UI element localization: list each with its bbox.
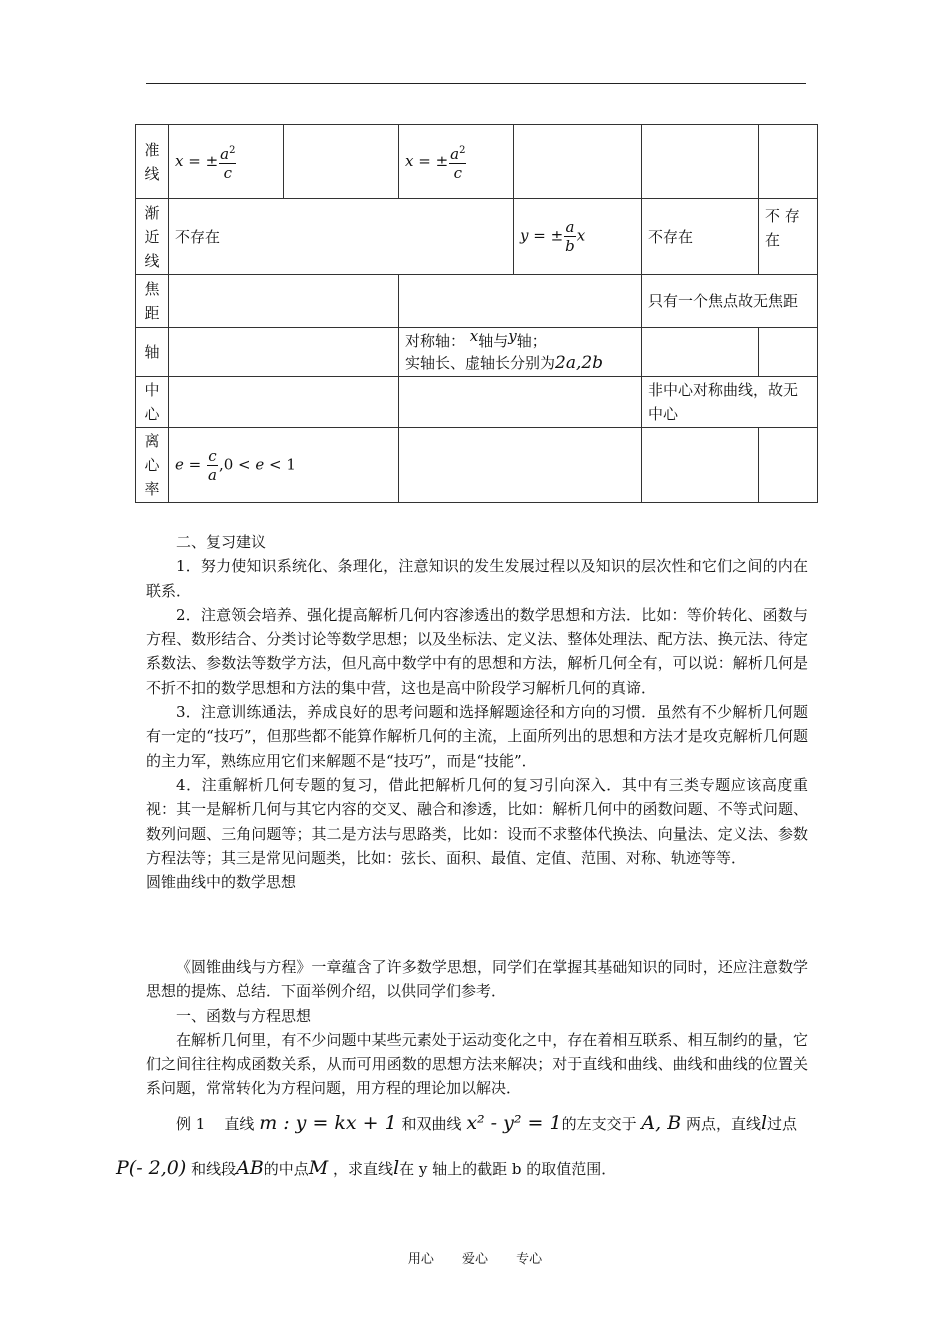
center-note: 非中心对称曲线，故无中心 — [642, 377, 818, 428]
paragraph-3: 3．注意训练通法，养成良好的思考问题和选择解题途径和方向的习惯．虽然有不少解析几何题有一定的“技巧”，但那些都不能算作解析几何的主流，上面所列出的思想和方法才是攻克解析几何题的主力军，熟练应用它们来解题不是“技巧”，而是“技能”． — [146, 703, 808, 770]
paragraph-4: 4．注重解析几何专题的复习，借此把解析几何的复习引向深入．其中有三类专题应该高度重视：其一是解析几何与其它内容的交叉、融合和渗透，比如：解析几何中的函数问题、不等式问题、数列问题、三角问题等；其二是方法与思路类，比如：设而不求整体代换法、向量法、定义法、参数方程法等；其三是常见问题类，比如：弦长、面积、最值、定值、范围、对称、轨迹等等． — [146, 775, 808, 867]
row-label-directrix: 准 线 — [136, 125, 169, 199]
asymptote-none-2: 不存在 — [642, 199, 759, 275]
asymptote-none-3: 不 存 在 — [759, 199, 818, 275]
article-body — [116, 955, 808, 1191]
table-row-axis — [136, 328, 818, 377]
footer-text-1: 用心 — [407, 1252, 434, 1267]
directrix-formula-2: x = ± $\frac{a^2}{c}$ — [399, 125, 514, 199]
footer-text-2: 爱心 — [461, 1252, 488, 1267]
table-row-eccentricity — [136, 428, 818, 503]
axis-description: 对称轴： x轴与y轴； 实轴长、虚轴长分别为2a,2b — [399, 328, 642, 377]
paragraph-2: 2．注意领会培养、强化提高解析几何内容渗透出的数学思想和方法．比如：等价转化、函数与方程、数形结合、分类讨论等数学思想；以及坐标法、定义法、整体处理法、配方法、换元法、待定系数法、参数法等数学方法，但凡高中数学中有的思想和方法，解析几何全有，可以说：解析几何是不折不扣的数学思想和方法的集中营，这也是高中阶段学习解析几何的真谛． — [146, 605, 808, 697]
article-title: 圆锥曲线中的数学思想 — [146, 873, 297, 892]
conic-comparison-table — [135, 124, 818, 503]
row-label-axis: 轴 — [136, 328, 169, 377]
focal-note: 只有一个焦点故无焦距 — [642, 275, 818, 328]
table-row-asymptote — [136, 199, 818, 275]
table-row-directrix — [136, 125, 818, 199]
header-rule — [146, 83, 806, 84]
paragraph-1: 1．努力使知识系统化、条理化，注意知识的发生发展过程以及知识的层次性和它们之间的内在联系． — [146, 557, 808, 600]
asymptote-formula: y = ± $\frac{a}{b}$ x — [514, 199, 642, 275]
sub-title: 一、函数与方程思想 — [176, 1006, 312, 1025]
eccentricity-formula: e = $\frac{c}{a}$ ,0 < e < 1 — [169, 428, 399, 503]
row-label-eccentricity: 离 心 率 — [136, 428, 169, 503]
row-label-asymptote: 渐 近 线 — [136, 199, 169, 275]
directrix-formula-1: x = ± $\frac{a^2}{c}$ — [169, 125, 284, 199]
row-label-focal: 焦 距 — [136, 275, 169, 328]
example-1: 例 1 直线 m : y = kx + 1 和双曲线 x² - y² = 1的左支交于 A, B 两点，直线l过点 P(- 2,0) 和线段AB的中点M ，求直线l在 y 轴上的截距 b 的取值范围． — [116, 1111, 798, 1179]
table-row-center — [136, 377, 818, 428]
intro-paragraph: 《圆锥曲线与方程》一章蕴含了许多数学思想，同学们在掌握其基础知识的同时，还应注意数学思想的提炼、总结．下面举例介绍，以供同学们参考． — [146, 958, 808, 1001]
section-title: 二、复习建议 — [176, 533, 267, 551]
page-footer — [0, 1248, 950, 1267]
asymptote-none-1: 不存在 — [169, 199, 514, 275]
row-label-center: 中 心 — [136, 377, 169, 428]
table-row-focal-distance — [136, 275, 818, 328]
sub-paragraph: 在解析几何里，有不少问题中某些元素处于运动变化之中，存在着相互联系、相互制约的量，它们之间往往构成函数关系，从而可用函数的思想方法来解决；对于直线和曲线、曲线和曲线的位置关系问题，常常转化为方程问题，用方程的理论加以解决． — [146, 1030, 808, 1098]
footer-text-3: 专心 — [516, 1252, 543, 1267]
review-suggestions — [146, 530, 808, 894]
